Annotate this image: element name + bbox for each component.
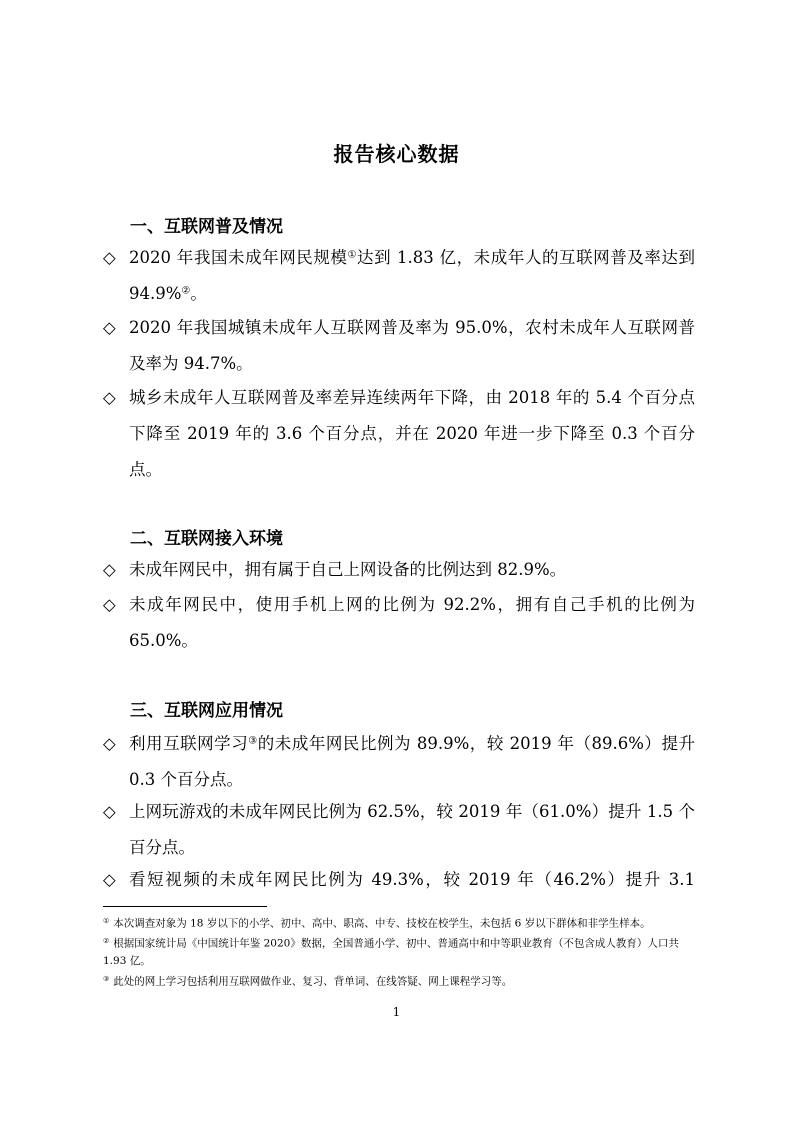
bullet-text: 上网玩游戏的未成年网民比例为 62.5%，较 2019 年（61.0%）提升 1.5 个百分点。 (129, 802, 695, 857)
section-heading-internet-applications: 三、互联网应用情况 (130, 701, 283, 721)
footnote (103, 913, 693, 933)
page-title: 报告核心数据 (333, 142, 460, 166)
diamond-bullet-icon: ◇ (103, 248, 116, 267)
bullet-text: 利用互联网学习③的未成年网民比例为 89.9%，较 2019 年（89.6%）提升 0.3 个百分点。 (129, 734, 696, 789)
footnote-mark: ① (103, 917, 110, 925)
bullet-item (103, 587, 695, 659)
footnote-mark: ③ (103, 975, 110, 983)
bullet-item (103, 240, 695, 312)
section-heading-internet-penetration: 一、互联网普及情况 (130, 217, 283, 237)
bullet-text: 2020 年我国未成年网民规模①达到 1.83 亿，未成年人的互联网普及率达到 94.9%②。 (129, 248, 696, 303)
footnote-text: 本次调查对象为 18 岁以下的小学、初中、高中、职高、中专、技校在校学生，未包括 6 岁以下群体和非学生样本。 (113, 917, 651, 930)
footnote-divider (103, 906, 267, 907)
bullet-item (103, 380, 695, 488)
footnote (103, 933, 693, 970)
diamond-bullet-icon: ◇ (103, 802, 116, 821)
footnote-text: 根据国家统计局《中国统计年鉴 2020》数据，全国普通小学、初中、普通高中和中等职业教育（不包含成人教育）人口共 1.93 亿。 (103, 937, 679, 967)
footnote-text: 此处的网上学习包括利用互联网做作业、复习、背单词、在线答疑、网上课程学习等。 (113, 975, 513, 988)
bullet-text: 看短视频的未成年网民比例为 49.3%，较 2019 年（46.2%）提升 3.1 (129, 870, 695, 889)
diamond-bullet-icon: ◇ (103, 560, 116, 579)
bullet-text: 未成年网民中，使用手机上网的比例为 92.2%，拥有自己手机的比例为 65.0%。 (129, 595, 695, 650)
bullet-item (103, 794, 695, 866)
footnote (103, 971, 693, 991)
section-heading-internet-access: 二、互联网接入环境 (130, 529, 283, 549)
bullet-text: 城乡未成年人互联网普及率差异连续两年下降，由 2018 年的 5.4 个百分点下降至 2019 年的 3.6 个百分点，并在 2020 年进一步下降至 0.3 个百分点。 (129, 388, 695, 479)
diamond-bullet-icon: ◇ (103, 734, 116, 753)
bullet-item (103, 726, 695, 798)
bullet-item (103, 310, 695, 382)
bullet-text: 2020 年我国城镇未成年人互联网普及率为 95.0%，农村未成年人互联网普及率为 94.7%。 (129, 318, 695, 373)
diamond-bullet-icon: ◇ (103, 595, 116, 614)
footnote-ref-1: ① (347, 249, 358, 261)
bullet-text: 未成年网民中，拥有属于自己上网设备的比例达到 82.9%。 (129, 560, 567, 579)
page-number: 1 (392, 1005, 401, 1019)
bullet-item (103, 862, 695, 898)
footnote-ref-2: ② (181, 285, 191, 297)
diamond-bullet-icon: ◇ (103, 318, 116, 337)
bullet-item (103, 552, 695, 588)
footnote-mark: ② (103, 937, 110, 945)
footnote-ref-3: ③ (248, 735, 258, 747)
diamond-bullet-icon: ◇ (103, 870, 116, 889)
diamond-bullet-icon: ◇ (103, 388, 116, 407)
